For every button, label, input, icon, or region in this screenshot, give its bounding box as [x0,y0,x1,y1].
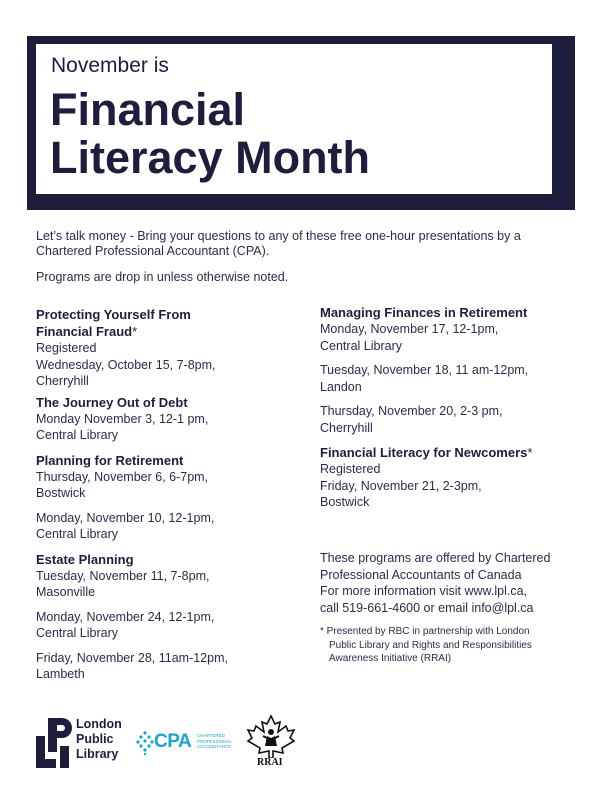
program-retirement-planning [36,452,306,543]
session-location: Cherryhill [320,420,373,435]
session-location: Cherryhill [36,374,89,388]
cpa-dots-icon [136,730,154,756]
cpa-logo [136,730,236,758]
session [36,650,306,683]
session [320,362,590,395]
program-title: Managing Finances in Retirement [320,305,528,320]
right-column [320,304,590,515]
session [36,411,306,444]
session-location: Bostwick [36,486,86,500]
rrai-logo [246,714,296,772]
title-line-2: Literacy Month [50,132,371,183]
registration-note: Registered [320,462,381,476]
session-location: Central Library [320,338,402,353]
session [36,469,306,502]
program-debt [36,394,306,444]
program-title: Planning for Retirement [36,452,184,468]
program-title [320,444,590,461]
lpl-mark-icon [36,716,74,768]
session [36,609,306,642]
cpa-sub-word: CHARTERED [197,733,225,738]
session-date: Friday, November 28, 11am-12pm, [36,650,228,665]
header-kicker: November is [51,54,169,77]
session-date: Monday, November 10, 12-1pm, [36,510,215,525]
program-title [36,306,306,340]
session-date: Monday, November 24, 12-1pm, [36,609,215,624]
program-newcomers [320,444,590,511]
program-title-line: Protecting Yourself From [36,307,191,322]
registration-note: Registered [36,341,97,355]
footnote-line: Awareness Initiative (RRAI) [329,653,452,664]
cpa-subtitle [197,733,232,750]
program-fraud [36,306,306,390]
footnote-mark: * [132,324,138,339]
session-location: Central Library [36,626,118,640]
session-date: Tuesday, November 11, 7-8pm, [36,568,210,583]
page-title [50,86,370,182]
session [36,510,306,543]
maple-leaf-icon [246,714,296,758]
session-date: Monday, November 17, 12-1pm, [320,322,499,336]
session-location: Central Library [36,527,118,541]
program-title: Estate Planning [36,551,134,567]
footnote-line: * Presented by RBC in partnership with London [320,626,530,637]
session [320,478,590,511]
session-date: Friday, November 21, 2-3pm, [320,478,482,493]
session-date: Tuesday, November 18, 11 am-12pm, [320,363,529,377]
session [36,568,306,601]
offered-by-info [320,550,582,616]
footnote [320,625,582,666]
program-title-line: Financial Literacy for Newcomers [320,445,528,460]
session-date: Thursday, November 6, 6-7pm, [36,469,209,484]
session-location: Central Library [36,428,118,442]
info-line: Professional Accountants of Canada [320,567,522,582]
session [320,403,590,436]
info-line: These programs are offered by Chartered [320,551,551,565]
lpl-wordmark [76,717,122,762]
lpl-word: London [76,717,122,731]
intro-paragraph: Let’s talk money - Bring your questions to any of these free one-hour presentations by a Chartered Professional Accountant (CPA). [36,229,521,258]
lpl-word: Public [76,732,114,746]
footnote-line: Public Library and Rights and Responsibilities [329,639,532,651]
cpa-sub-word: ACCOUNTANTS [197,744,231,749]
session-date: Thursday, November 20, 2-3 pm, [320,404,503,418]
cpa-wordmark: CPA [154,731,192,752]
title-line-1: Financial [50,84,246,135]
lpl-word: Library [76,747,119,761]
london-public-library-logo [36,716,136,768]
info-line: call 519-661-4600 or email info@lpl.ca [320,600,534,615]
session-location: Landon [320,379,362,394]
program-estate-planning [36,551,306,683]
footnote-mark: * [527,445,533,460]
session-location: Lambeth [36,667,85,681]
program-managing-finances [320,304,590,436]
intro-note: Programs are drop in unless otherwise noted. [36,270,289,284]
session-location: Masonville [36,585,96,599]
info-line: For more information visit www.lpl.ca, [320,584,528,598]
session [36,357,306,390]
session-location: Bostwick [320,495,370,509]
session [320,321,590,354]
program-title-line: Financial Fraud [36,324,133,339]
session-date: Wednesday, October 15, 7-8pm, [36,357,216,372]
rrai-wordmark: RRAI [257,757,283,768]
cpa-sub-word: PROFESSIONAL [197,738,233,744]
program-title: The Journey Out of Debt [36,394,188,410]
session-date: Monday November 3, 12-1 pm, [36,411,209,426]
left-column [36,306,306,687]
intro [36,229,576,296]
